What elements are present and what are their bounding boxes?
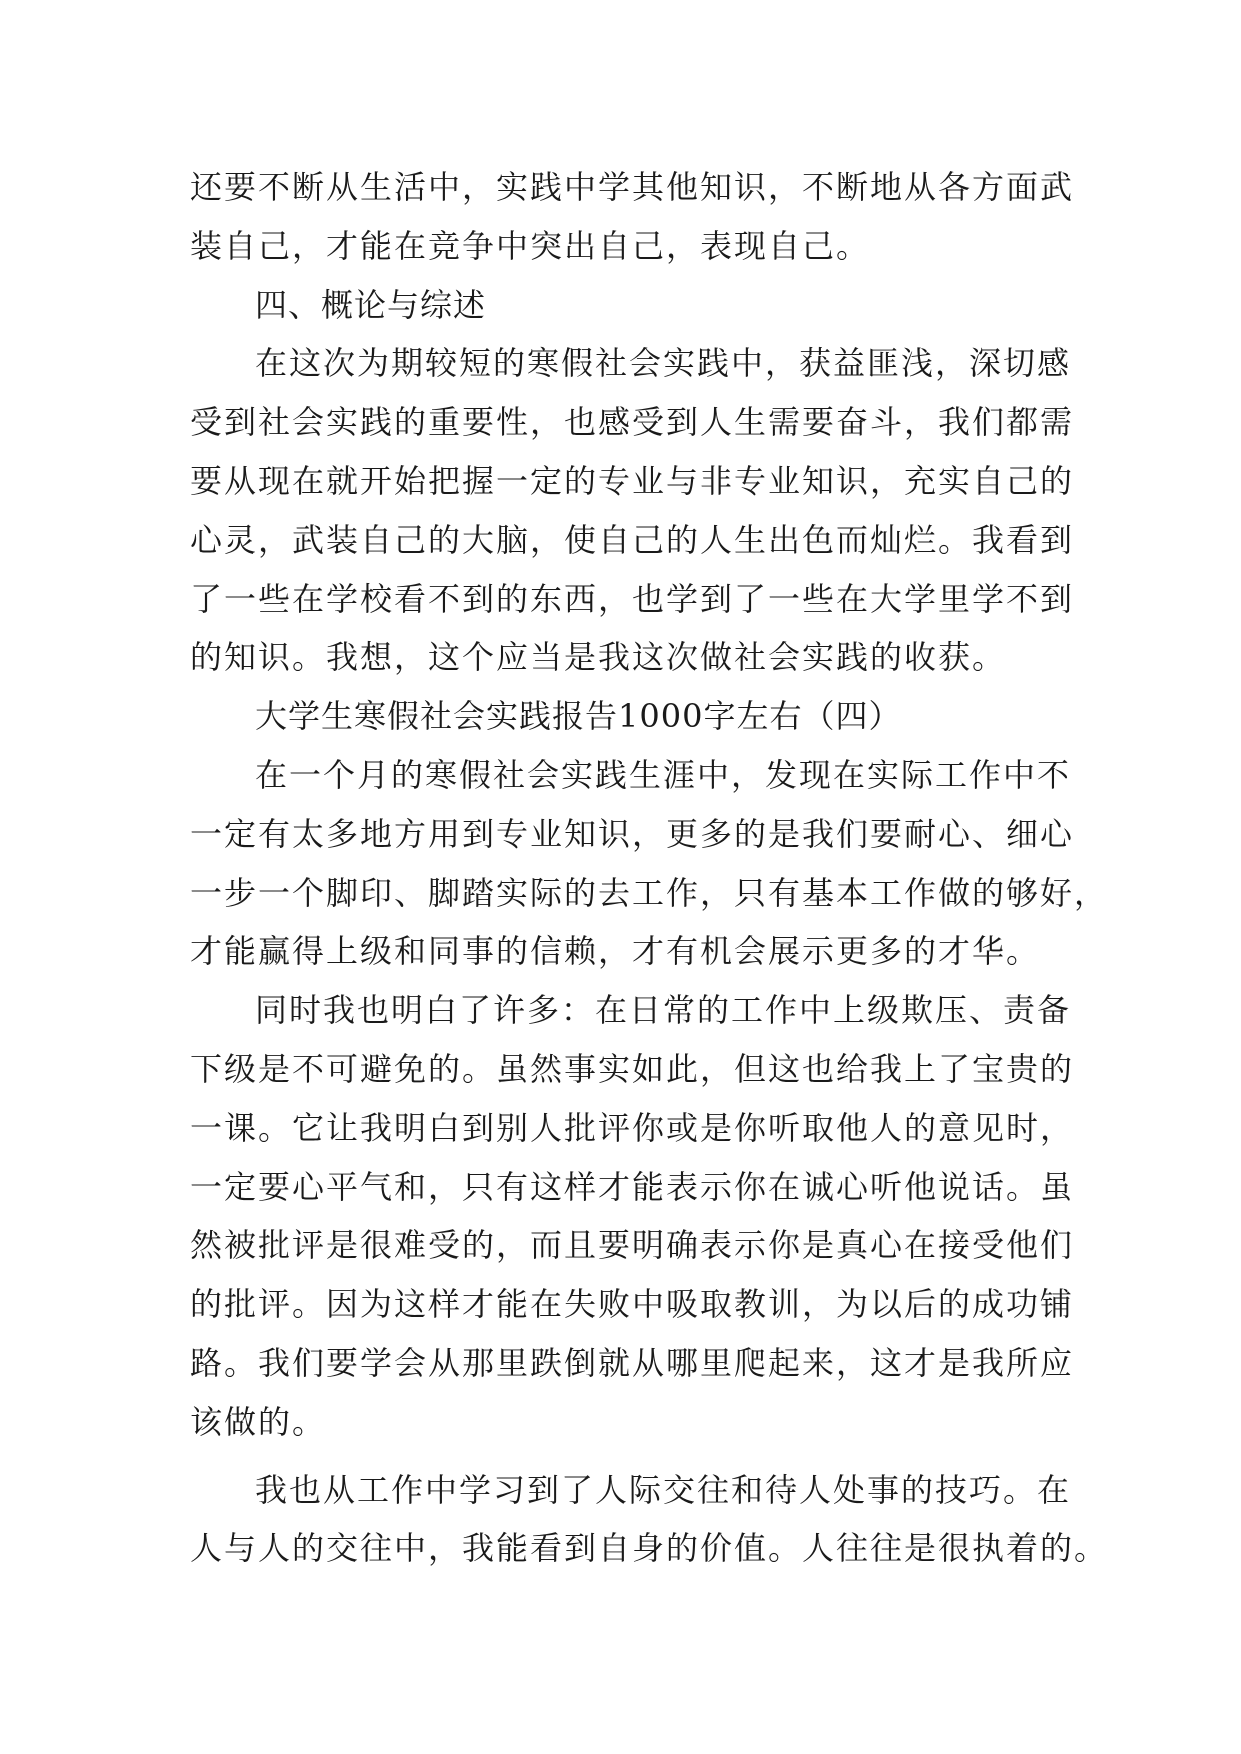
body-line: 了一些在学校看不到的东西，也学到了一些在大学里学不到 xyxy=(190,579,1075,618)
section-heading: 四、概论与综述 xyxy=(255,285,487,324)
body-line: 一课。它让我明白到别人批评你或是你听取他人的意见时， xyxy=(190,1108,1075,1147)
body-line: 该做的。 xyxy=(190,1402,327,1441)
body-line: 还要不断从生活中，实践中学其他知识，不断地从各方面武 xyxy=(190,168,1075,206)
document-body xyxy=(190,158,1109,1578)
body-line: 路。我们要学会从那里跌倒就从哪里爬起来，这才是我所应 xyxy=(190,1343,1075,1382)
body-line: 装自己，才能在竞争中突出自己，表现自己。 xyxy=(190,226,871,265)
body-line: 人与人的交往中，我能看到自身的价值。人往往是很执着的。 xyxy=(190,1529,1109,1568)
body-line: 然被批评是很难受的，而且要明确表示你是真心在接受他们 xyxy=(190,1226,1075,1265)
body-line: 的知识。我想，这个应当是我这次做社会实践的收获。 xyxy=(190,638,1007,677)
paragraph-first-line: 在一个月的寒假社会实践生涯中，发现在实际工作中不 xyxy=(255,755,1072,794)
paragraph-first-line: 我也从工作中学习到了人际交往和待人处事的技巧。在 xyxy=(255,1470,1072,1509)
body-line: 受到社会实践的重要性，也感受到人生需要奋斗，我们都需 xyxy=(190,403,1075,442)
paragraph-first-line: 同时我也明白了许多：在日常的工作中上级欺压、责备 xyxy=(255,991,1072,1030)
body-line: 心灵，武装自己的大脑，使自己的人生出色而灿烂。我看到 xyxy=(190,520,1075,559)
body-line: 一定有太多地方用到专业知识，更多的是我们要耐心、细心 xyxy=(190,814,1075,853)
paragraph-first-line: 在这次为期较短的寒假社会实践中，获益匪浅，深切感 xyxy=(255,344,1072,383)
body-line: 要从现在就开始把握一定的专业与非专业知识，充实自己的 xyxy=(190,461,1075,500)
report-title: 大学生寒假社会实践报告1000字左右（四） xyxy=(255,697,902,736)
body-line: 一定要心平气和，只有这样才能表示你在诚心听他说话。虽 xyxy=(190,1167,1075,1206)
body-line: 下级是不可避免的。虽然事实如此，但这也给我上了宝贵的 xyxy=(190,1049,1075,1088)
body-line: 才能赢得上级和同事的信赖，才有机会展示更多的才华。 xyxy=(190,932,1041,971)
body-line: 的批评。因为这样才能在失败中吸取教训，为以后的成功铺 xyxy=(190,1285,1075,1324)
body-line: 一步一个脚印、脚踏实际的去工作，只有基本工作做的够好， xyxy=(190,873,1109,912)
